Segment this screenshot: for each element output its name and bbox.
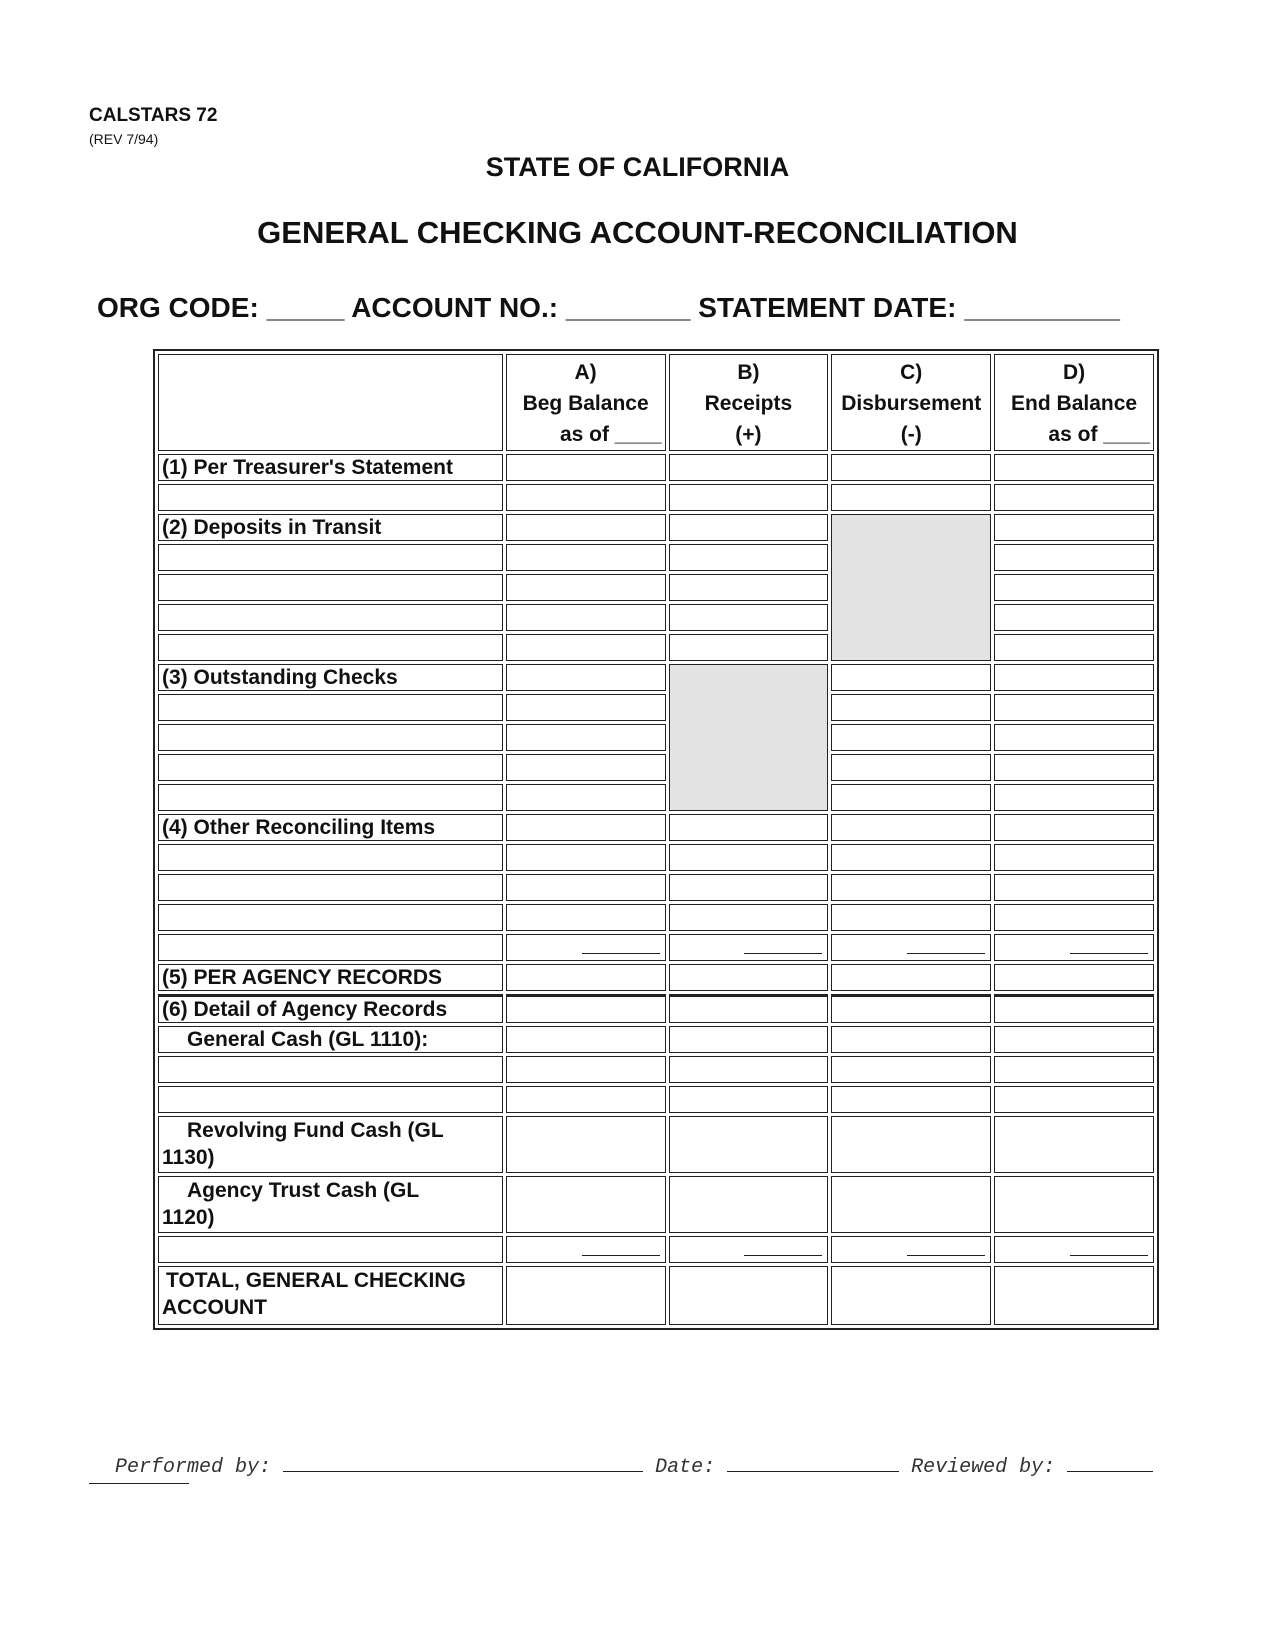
entry-cell[interactable] — [506, 1176, 666, 1233]
entry-cell[interactable] — [158, 934, 503, 961]
table-row — [158, 724, 1154, 751]
entry-cell[interactable] — [831, 454, 991, 481]
revolving-fund-line2: 1130) — [162, 1146, 215, 1169]
entry-cell[interactable] — [506, 604, 666, 631]
entry-cell[interactable] — [506, 454, 666, 481]
entry-cell[interactable] — [831, 904, 991, 931]
entry-cell[interactable] — [506, 724, 666, 751]
table-row — [158, 694, 1154, 721]
table-row — [158, 1056, 1154, 1083]
entry-cell[interactable] — [669, 604, 829, 631]
reviewed-by-label: Reviewed by: — [911, 1456, 1056, 1479]
account-no-field[interactable]: ________ — [565, 292, 691, 323]
entry-cell[interactable] — [669, 514, 829, 541]
entry-cell[interactable] — [506, 1086, 666, 1113]
entry-cell[interactable] — [669, 814, 829, 841]
entry-cell[interactable] — [506, 1056, 666, 1083]
entry-cell[interactable] — [994, 844, 1154, 871]
subtotal-cell[interactable] — [994, 934, 1154, 961]
entry-cell[interactable] — [506, 1026, 666, 1053]
entry-cell[interactable] — [669, 1056, 829, 1083]
entry-cell[interactable] — [669, 1026, 829, 1053]
total-cell[interactable] — [831, 1266, 991, 1325]
entry-cell[interactable] — [506, 994, 666, 1023]
table-row — [158, 664, 1154, 691]
total-line1: TOTAL, GENERAL CHECKING — [166, 1269, 466, 1292]
statement-date-label: STATEMENT DATE: — [698, 292, 957, 323]
row-label-other: (4) Other Reconciling Items — [158, 814, 503, 841]
entry-cell[interactable] — [994, 574, 1154, 601]
subtotal-line — [907, 1237, 985, 1256]
entry-cell[interactable] — [831, 964, 991, 991]
subtotal-line — [744, 935, 822, 954]
entry-cell[interactable] — [158, 574, 503, 601]
subtotal-cell[interactable] — [994, 1236, 1154, 1263]
entry-cell[interactable] — [831, 484, 991, 511]
total-cell[interactable] — [669, 1266, 829, 1325]
entry-cell[interactable] — [994, 964, 1154, 991]
table-row — [158, 1266, 1154, 1325]
date-field[interactable] — [727, 1453, 899, 1472]
signature-line — [115, 1453, 1153, 1479]
reconciliation-table — [153, 349, 1159, 1330]
entry-cell[interactable] — [994, 1176, 1154, 1233]
table-row — [158, 784, 1154, 811]
entry-cell[interactable] — [158, 604, 503, 631]
column-b-subtitle: (+) — [735, 423, 762, 446]
entry-cell[interactable] — [994, 1056, 1154, 1083]
identification-line — [97, 292, 1120, 324]
entry-cell[interactable] — [831, 1116, 991, 1173]
column-c-title: Disbursement — [841, 392, 982, 415]
entry-cell[interactable] — [506, 964, 666, 991]
entry-cell[interactable] — [994, 454, 1154, 481]
header-row — [158, 354, 1154, 451]
entry-cell[interactable] — [669, 544, 829, 571]
entry-cell[interactable] — [831, 1056, 991, 1083]
table-row — [158, 484, 1154, 511]
entry-cell[interactable] — [158, 634, 503, 661]
table-row — [158, 904, 1154, 931]
column-c-subtitle: (-) — [900, 423, 922, 446]
entry-cell[interactable] — [669, 484, 829, 511]
entry-cell[interactable] — [506, 784, 666, 811]
total-cell[interactable] — [506, 1266, 666, 1325]
entry-cell[interactable] — [506, 634, 666, 661]
entry-cell[interactable] — [158, 844, 503, 871]
row-label-treasurer: (1) Per Treasurer's Statement — [158, 454, 503, 481]
entry-cell[interactable] — [506, 1116, 666, 1173]
entry-cell[interactable] — [994, 544, 1154, 571]
column-a-header — [506, 354, 666, 451]
form-title: GENERAL CHECKING ACCOUNT-RECONCILIATION — [257, 215, 1018, 250]
row-label-revolving-fund — [158, 1116, 503, 1173]
entry-cell[interactable] — [831, 814, 991, 841]
entry-cell[interactable] — [669, 994, 829, 1023]
entry-cell[interactable] — [669, 844, 829, 871]
subtotal-line — [1070, 1237, 1148, 1256]
column-b-letter: B) — [737, 361, 760, 384]
entry-cell[interactable] — [669, 904, 829, 931]
entry-cell[interactable] — [506, 514, 666, 541]
table-row — [158, 1176, 1154, 1233]
entry-cell[interactable] — [994, 634, 1154, 661]
column-d-letter: D) — [1062, 361, 1086, 384]
subtotal-line — [744, 1237, 822, 1256]
entry-cell[interactable] — [994, 664, 1154, 691]
row-label-deposits: (2) Deposits in Transit — [158, 514, 503, 541]
account-no-label: ACCOUNT NO.: — [351, 292, 559, 323]
entry-cell[interactable] — [669, 1086, 829, 1113]
entry-cell[interactable] — [158, 484, 503, 511]
subtotal-cell[interactable] — [831, 934, 991, 961]
table-row — [158, 874, 1154, 901]
entry-cell[interactable] — [994, 784, 1154, 811]
entry-cell[interactable] — [158, 544, 503, 571]
shaded-cell — [669, 664, 829, 811]
table-row — [158, 1086, 1154, 1113]
entry-cell[interactable] — [158, 694, 503, 721]
entry-cell[interactable] — [506, 874, 666, 901]
entry-cell[interactable] — [994, 904, 1154, 931]
entry-cell[interactable] — [506, 754, 666, 781]
table-row — [158, 934, 1154, 961]
reviewed-by-field-continuation[interactable] — [89, 1483, 189, 1484]
table-row — [158, 604, 1154, 631]
entry-cell[interactable] — [669, 454, 829, 481]
entry-cell[interactable] — [831, 874, 991, 901]
row-label-detail: (6) Detail of Agency Records — [158, 994, 503, 1023]
column-a-title: Beg Balance — [522, 392, 649, 415]
entry-cell[interactable] — [831, 784, 991, 811]
agency-trust-line1: Agency Trust Cash (GL — [187, 1179, 420, 1202]
entry-cell[interactable] — [831, 1086, 991, 1113]
entry-cell[interactable] — [669, 874, 829, 901]
entry-cell[interactable] — [506, 484, 666, 511]
entry-cell[interactable] — [158, 1056, 503, 1083]
column-b-header — [669, 354, 829, 451]
column-d-header — [994, 354, 1154, 451]
entry-cell[interactable] — [994, 724, 1154, 751]
entry-cell[interactable] — [994, 1086, 1154, 1113]
entry-cell[interactable] — [669, 1116, 829, 1173]
state-title: STATE OF CALIFORNIA — [485, 152, 790, 182]
org-code-field[interactable]: _____ — [266, 292, 345, 323]
column-d-subtitle[interactable]: as of ____ — [1048, 423, 1150, 446]
entry-cell[interactable] — [158, 904, 503, 931]
performed-by-label: Performed by: — [115, 1456, 272, 1479]
entry-cell[interactable] — [994, 874, 1154, 901]
entry-cell[interactable] — [831, 994, 991, 1023]
table-row — [158, 634, 1154, 661]
entry-cell[interactable] — [831, 694, 991, 721]
total-cell[interactable] — [994, 1266, 1154, 1325]
form-revision: (REV 7/94) — [89, 131, 159, 147]
subtotal-cell[interactable] — [831, 1236, 991, 1263]
reviewed-by-field[interactable] — [1067, 1453, 1153, 1472]
entry-cell[interactable] — [994, 514, 1154, 541]
entry-cell[interactable] — [994, 1116, 1154, 1173]
org-code-label: ORG CODE: — [97, 292, 259, 323]
table-row — [158, 814, 1154, 841]
column-d-title: End Balance — [1011, 392, 1138, 415]
performed-by-field[interactable] — [283, 1453, 643, 1472]
entry-cell[interactable] — [669, 1176, 829, 1233]
subtotal-cell[interactable] — [669, 934, 829, 961]
table-row — [158, 1116, 1154, 1173]
table-row — [158, 964, 1154, 991]
entry-cell[interactable] — [831, 844, 991, 871]
entry-cell[interactable] — [158, 724, 503, 751]
header-blank-cell — [158, 354, 503, 451]
column-c-header — [831, 354, 991, 451]
entry-cell[interactable] — [506, 574, 666, 601]
form-id: CALSTARS 72 — [89, 105, 218, 126]
entry-cell[interactable] — [506, 844, 666, 871]
subtotal-line — [1070, 935, 1148, 954]
entry-cell[interactable] — [831, 754, 991, 781]
table-row — [158, 454, 1154, 481]
entry-cell[interactable] — [831, 724, 991, 751]
subtotal-cell[interactable] — [669, 1236, 829, 1263]
row-label-general-cash: General Cash (GL 1110): — [158, 1026, 503, 1053]
subtotal-cell[interactable] — [506, 934, 666, 961]
table-row — [158, 574, 1154, 601]
entry-cell[interactable] — [994, 1026, 1154, 1053]
entry-cell[interactable] — [994, 994, 1154, 1023]
row-label-total — [158, 1266, 503, 1325]
entry-cell[interactable] — [994, 754, 1154, 781]
statement-date-field[interactable]: __________ — [964, 292, 1120, 323]
entry-cell[interactable] — [994, 694, 1154, 721]
subtotal-line — [582, 1237, 660, 1256]
entry-cell[interactable] — [158, 754, 503, 781]
entry-cell[interactable] — [506, 544, 666, 571]
table-row — [158, 1026, 1154, 1053]
entry-cell[interactable] — [994, 484, 1154, 511]
entry-cell[interactable] — [669, 574, 829, 601]
entry-cell[interactable] — [831, 1026, 991, 1053]
entry-cell[interactable] — [158, 784, 503, 811]
table-row — [158, 514, 1154, 541]
column-a-letter: A) — [574, 361, 597, 384]
row-label-agency-trust — [158, 1176, 503, 1233]
entry-cell[interactable] — [831, 664, 991, 691]
entry-cell[interactable] — [506, 904, 666, 931]
row-label-outstanding: (3) Outstanding Checks — [158, 664, 503, 691]
column-a-subtitle[interactable]: as of ____ — [559, 423, 662, 446]
entry-cell[interactable] — [669, 964, 829, 991]
table-row — [158, 1236, 1154, 1263]
entry-cell[interactable] — [158, 874, 503, 901]
entry-cell[interactable] — [158, 1236, 503, 1263]
entry-cell[interactable] — [506, 814, 666, 841]
table-row — [158, 994, 1154, 1023]
entry-cell[interactable] — [994, 814, 1154, 841]
table-row — [158, 544, 1154, 571]
row-label-agency-records: (5) PER AGENCY RECORDS — [158, 964, 503, 991]
date-label: Date: — [655, 1456, 716, 1479]
entry-cell[interactable] — [994, 604, 1154, 631]
entry-cell[interactable] — [669, 634, 829, 661]
entry-cell[interactable] — [831, 1176, 991, 1233]
entry-cell[interactable] — [506, 664, 666, 691]
table-row — [158, 754, 1154, 781]
subtotal-cell[interactable] — [506, 1236, 666, 1263]
total-line2: ACCOUNT — [162, 1296, 267, 1319]
shaded-cell — [831, 514, 991, 661]
table-row — [158, 844, 1154, 871]
revolving-fund-line1: Revolving Fund Cash (GL — [187, 1119, 444, 1142]
subtotal-line — [907, 935, 985, 954]
column-c-letter: C) — [900, 361, 923, 384]
subtotal-line — [582, 935, 660, 954]
entry-cell[interactable] — [506, 694, 666, 721]
agency-trust-line2: 1120) — [162, 1206, 215, 1229]
entry-cell[interactable] — [158, 1086, 503, 1113]
column-b-title: Receipts — [704, 392, 793, 415]
